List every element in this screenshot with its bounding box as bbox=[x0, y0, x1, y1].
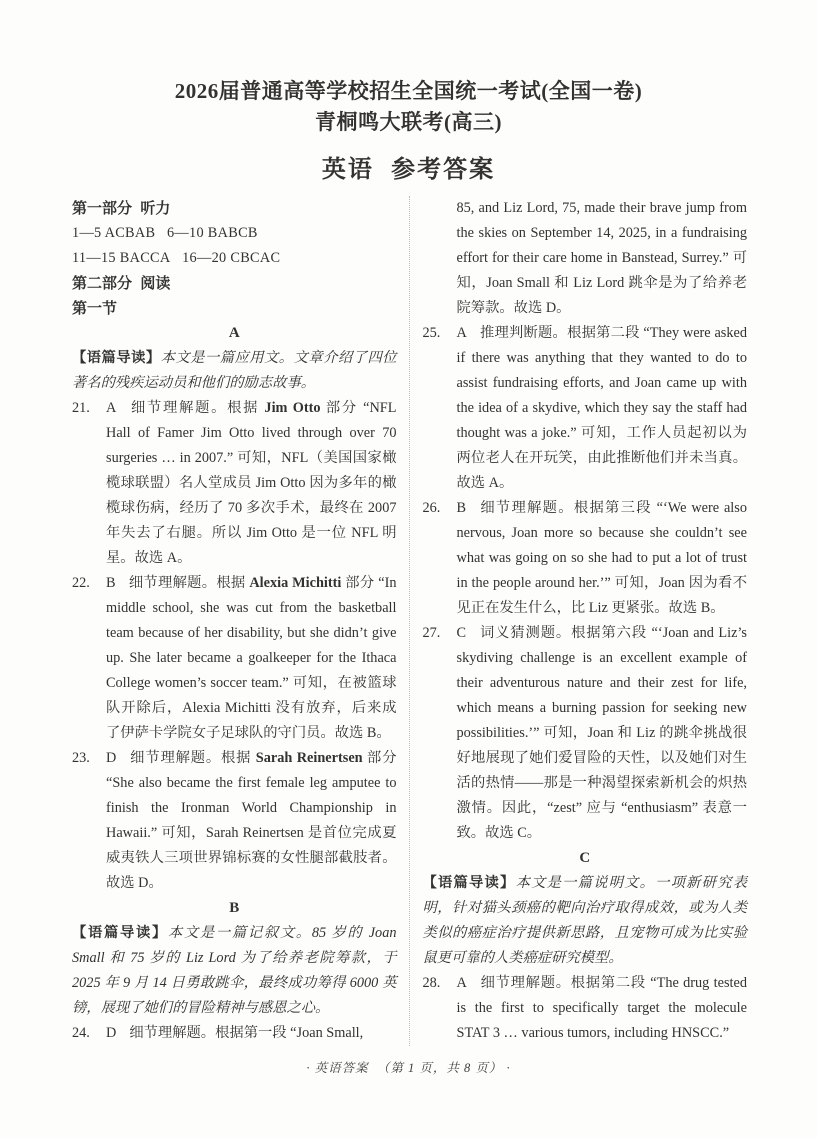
question-21 bbox=[72, 396, 397, 571]
explanation-text: 细节理解题。根据 bbox=[129, 400, 265, 416]
explanation-text: 细节理解题。根据第二段 “The drug tested is the first to specifically target the molecule STAT 3 … various tumors, including HNSCC.” bbox=[456, 975, 747, 1041]
explanation-text: 部分 “NFL Hall of Famer Jim Otto lived through over 70 surgeries … in 2007.” 可知，NFL（美国国家橄榄球联盟）名人堂成员 Jim Otto 因为多年的橄榄球伤病，经历了 70 多次手术，最终在 2007 年失去了右腿。所以 Jim Otto 是一位 NFL 明星。故选 A。 bbox=[106, 400, 397, 566]
answer-letter: B bbox=[106, 575, 116, 591]
question-explanation bbox=[457, 496, 748, 621]
question-number: 28. bbox=[422, 975, 441, 991]
question-number: 23. bbox=[72, 750, 90, 766]
passage-a-letter: A bbox=[228, 325, 240, 341]
exam-title-line1: 2026届普通高等学校招生全国统一考试(全国一卷) bbox=[174, 79, 643, 103]
explanation-text: 细节理解题。根据第一段 “Joan Small, bbox=[129, 1025, 364, 1041]
question-22 bbox=[72, 571, 397, 746]
answer-letter: B bbox=[456, 500, 467, 516]
part1-heading: 第一部分 听力 bbox=[72, 200, 171, 217]
guide-text: 本文是一篇应用文。文章介绍了四位著名的残疾运动员和他们的励志故事。 bbox=[72, 350, 397, 391]
answer-letter: A bbox=[106, 400, 117, 416]
question-28 bbox=[423, 971, 748, 1046]
explanation-text: 推理判断题。根据第二段 “They were asked if there was anything that they wanted to do to assist fundraising efforts, and Joan came up with the idea of a skydive, which they say the staff had thought was a joke.” 可知，工作人员起初以为两位老人在开玩笑，由此推断他们并未当真。故选 A。 bbox=[456, 325, 747, 491]
passage-b-guide bbox=[72, 921, 397, 1021]
subject-title: 英语 参考答案 bbox=[321, 156, 496, 183]
question-number: 26. bbox=[422, 500, 441, 516]
passage-c-guide bbox=[423, 871, 748, 971]
guide-label: 【语篇导读】 bbox=[72, 350, 161, 366]
question-explanation bbox=[457, 621, 748, 846]
bold-name: Sarah Reinertsen bbox=[255, 750, 363, 766]
passage-a-guide bbox=[72, 346, 397, 396]
answer-letter: D bbox=[106, 1025, 117, 1041]
explanation-text: 词义猜测题。根据第六段 “‘Joan and Liz’s skydiving challenge is an excellent example of their adventurous nature and their zest for life, which means a burning passion for seeking new possibilities.’” 可知，Joan 和 Liz 的跳伞挑战很好地展现了她们爱冒险的天性，以及她们对生活的热情——那是一种渴望探索新机会的炽热激情。因此，“zest” 应与 “enthusiasm” 表意一致。故选 C。 bbox=[456, 625, 747, 841]
part2-heading: 第二部分 阅读 bbox=[72, 275, 171, 292]
guide-label: 【语篇导读】 bbox=[422, 875, 516, 891]
document-header bbox=[0, 0, 817, 184]
right-column bbox=[410, 196, 748, 1046]
explanation-text: 细节理解题。根据 bbox=[128, 575, 250, 591]
bold-name: Alexia Michitti bbox=[249, 575, 342, 591]
explanation-text: 部分 “In middle school, she was cut from the basketball team because of her disability, but she didn’t give up. She later became a goalkeeper for the Ithaca College women’s soccer team.” 可知，在被篮球队开除后，Alexia Michitti 没有放弃，后来成了伊萨卡学院女子足球队的守门员。故选 B。 bbox=[106, 575, 397, 741]
answer-letter: C bbox=[456, 625, 467, 641]
question-number: 27. bbox=[422, 625, 441, 641]
guide-text: 本文是一篇记叙文。85 岁的 Joan Small 和 75 岁的 Liz Lord 为了给养老院筹款，于 2025 年 9 月 14 日勇敢跳伞，最终成功筹得 6000 英镑，展现了她们的冒险精神与感恩之心。 bbox=[72, 925, 397, 1016]
question-explanation bbox=[106, 746, 397, 896]
question-27 bbox=[423, 621, 748, 846]
question-explanation bbox=[106, 396, 397, 571]
answer-letter: A bbox=[456, 325, 467, 341]
question-explanation bbox=[106, 571, 397, 746]
question-number: 25. bbox=[422, 325, 441, 341]
explanation-text: 细节理解题。根据第三段 “‘We were also nervous, Joan more so because she couldn’t see what was going on so she had to put a lot of trust in the people around her.’” 可知，Joan 因为看不见正在发生什么，比 Liz 更紧张。故选 B。 bbox=[456, 500, 747, 616]
question-number: 22. bbox=[72, 575, 90, 591]
page-footer: · 英语答案 （第 1 页，共 8 页） · bbox=[306, 1061, 511, 1075]
question-24 bbox=[72, 1021, 397, 1046]
bold-name: Jim Otto bbox=[264, 400, 321, 416]
question-explanation bbox=[457, 971, 748, 1046]
answer-letter: A bbox=[456, 975, 467, 991]
question-explanation bbox=[106, 1021, 397, 1046]
two-column-layout bbox=[0, 184, 817, 1046]
left-column bbox=[72, 196, 409, 1046]
listening-answers-1-10: 1—5 ACBAB 6—10 BABCB bbox=[72, 225, 258, 241]
question-25 bbox=[423, 321, 748, 496]
answer-letter: D bbox=[106, 750, 117, 766]
explanation-text: 细节理解题。根据 bbox=[129, 750, 256, 766]
guide-label: 【语篇导读】 bbox=[72, 925, 168, 941]
exam-title-line2: 青桐鸣大联考(高三) bbox=[315, 110, 502, 134]
question-24-continuation: 85, and Liz Lord, 75, made their brave jump from the skies on September 14, 2025, in a fundraising effort for their care home in Banstead, Surrey.” 可知，Joan Small 和 Liz Lord 跳伞是为了给养老院筹款。故选 D。 bbox=[456, 200, 747, 316]
question-26 bbox=[423, 496, 748, 621]
question-explanation bbox=[457, 321, 748, 496]
question-number: 24. bbox=[72, 1025, 90, 1041]
passage-c-letter: C bbox=[579, 850, 591, 866]
explanation-text: 部分 “She also became the first female leg amputee to finish the Ironman World Championship in Hawaii.” 可知，Sarah Reinertsen 是首位完成夏威夷铁人三项世界锦标赛的女性腿部截肢者。故选 D。 bbox=[106, 750, 397, 891]
guide-text: 本文是一篇说明文。一项新研究表明，针对猫头颈癌的靶向治疗取得成效，或为人类类似的癌症治疗提供新思路，且宠物可成为比实验鼠更可靠的人类癌症研究模型。 bbox=[422, 875, 748, 966]
listening-answers-11-20: 11—15 BACCA 16—20 CBCAC bbox=[72, 250, 281, 266]
question-23 bbox=[72, 746, 397, 896]
passage-b-letter: B bbox=[229, 900, 240, 916]
section1-heading: 第一节 bbox=[72, 300, 118, 317]
question-number: 21. bbox=[72, 400, 90, 416]
